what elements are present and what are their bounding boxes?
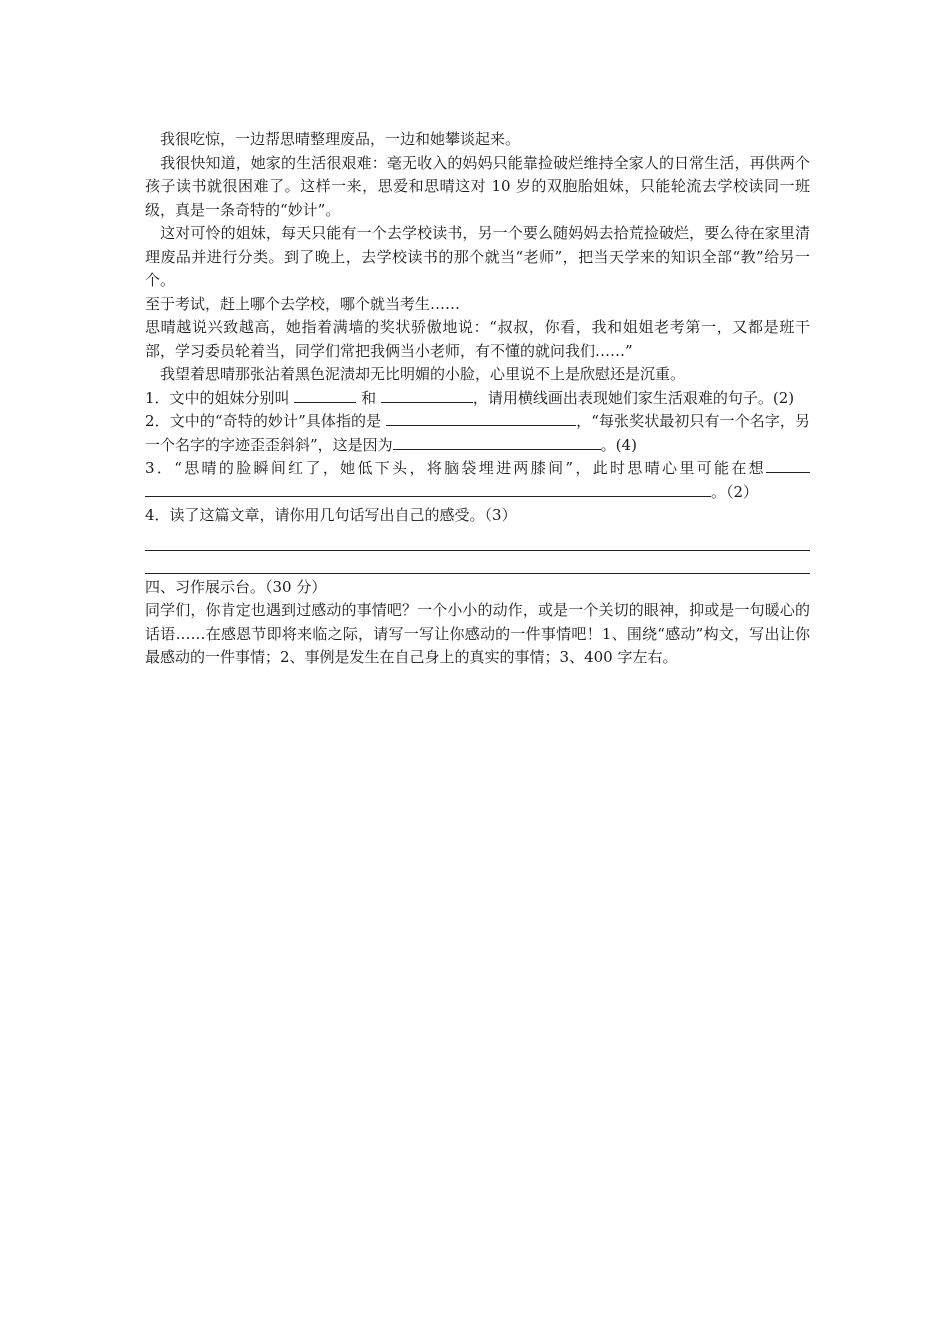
question-1-part-b: 和 <box>361 388 381 407</box>
question-1-part-a: 1．文中的姐妹分别叫 <box>145 388 295 407</box>
section-4-heading: 四、习作展示台。（30 分） <box>145 577 327 596</box>
question-4: 4．读了这篇文章，请你用几句话写出自己的感受。（3） <box>145 506 517 524</box>
question-2 <box>145 410 810 457</box>
question-3-part-a: 3．“思晴的脸瞬间红了，她低下头，将脑袋埋进两膝间”，此时思晴心里可能在想 <box>145 459 766 477</box>
question-2-part-a: 2．文中的“奇特的妙计”具体指的是 <box>145 412 387 430</box>
question-2-part-c: 。(4) <box>600 435 637 454</box>
answer-blank[interactable] <box>145 482 711 497</box>
question-1 <box>145 387 810 411</box>
answer-line[interactable] <box>145 528 810 551</box>
passage-paragraph-6: 我望着思晴那张沾着黑色泥渍却无比明媚的小脸，心里说不上是欣慰还是沉重。 <box>145 365 686 383</box>
section-4-prompt: 同学们，你肯定也遇到过感动的事情吧？一个小小的动作，或是一个关切的眼神，抑或是一句暖心的话语……在感恩节即将来临之际，请写一写让你感动的一件事情吧！1、围绕“感动”构文，写出让你最感动的一件事情；2、事例是发生在自己身上的真实的事情；3、400 字左右。 <box>145 601 810 666</box>
passage-paragraph-3: 这对可怜的姐妹，每天只能有一个去学校读书，另一个要么随妈妈去拾荒捡破烂，要么待在家里清理废品并进行分类。到了晚上，去学校读书的那个就当“老师”，把当天学来的知识全部“教”给另一个。 <box>145 224 810 289</box>
passage-paragraph-1: 我很吃惊，一边帮思晴整理废品，一边和她攀谈起来。 <box>145 130 521 148</box>
answer-line[interactable] <box>145 551 810 574</box>
question-1-part-c: ，请用横线画出表现她们家生活艰难的句子。(2) <box>472 388 795 407</box>
passage-paragraph-2: 我很快知道，她家的生活很艰难：毫无收入的妈妈只能靠捡破烂维持全家人的日常生活，再供两个孩子读书就很困难了。这样一来，思爱和思晴这对 10 岁的双胞胎姐妹，只能轮流去学校读同一班级，真是一条奇特的“妙计”。 <box>145 153 810 219</box>
answer-blank[interactable] <box>766 458 810 473</box>
question-2-part-b: ，“每张奖状最初只有一个名字，另一个名字的字迹歪歪斜斜”，这是因为 <box>145 412 811 454</box>
question-3 <box>145 457 810 504</box>
passage-paragraph-4: 至于考试，赶上哪个去学校，哪个就当考生…… <box>145 294 461 313</box>
document-content <box>145 128 810 670</box>
answer-blank[interactable] <box>381 388 473 403</box>
passage-paragraph-5: 思晴越说兴致越高，她指着满墙的奖状骄傲地说：“叔叔，你看，我和姐姐老考第一，又都是班干部，学习委员轮着当，同学们常把我俩当小老师，有不懂的就问我们……” <box>145 318 810 360</box>
answer-blank[interactable] <box>386 411 576 426</box>
question-3-part-b: 。（2） <box>711 482 759 501</box>
answer-blank[interactable] <box>393 435 601 450</box>
answer-blank[interactable] <box>294 388 356 403</box>
